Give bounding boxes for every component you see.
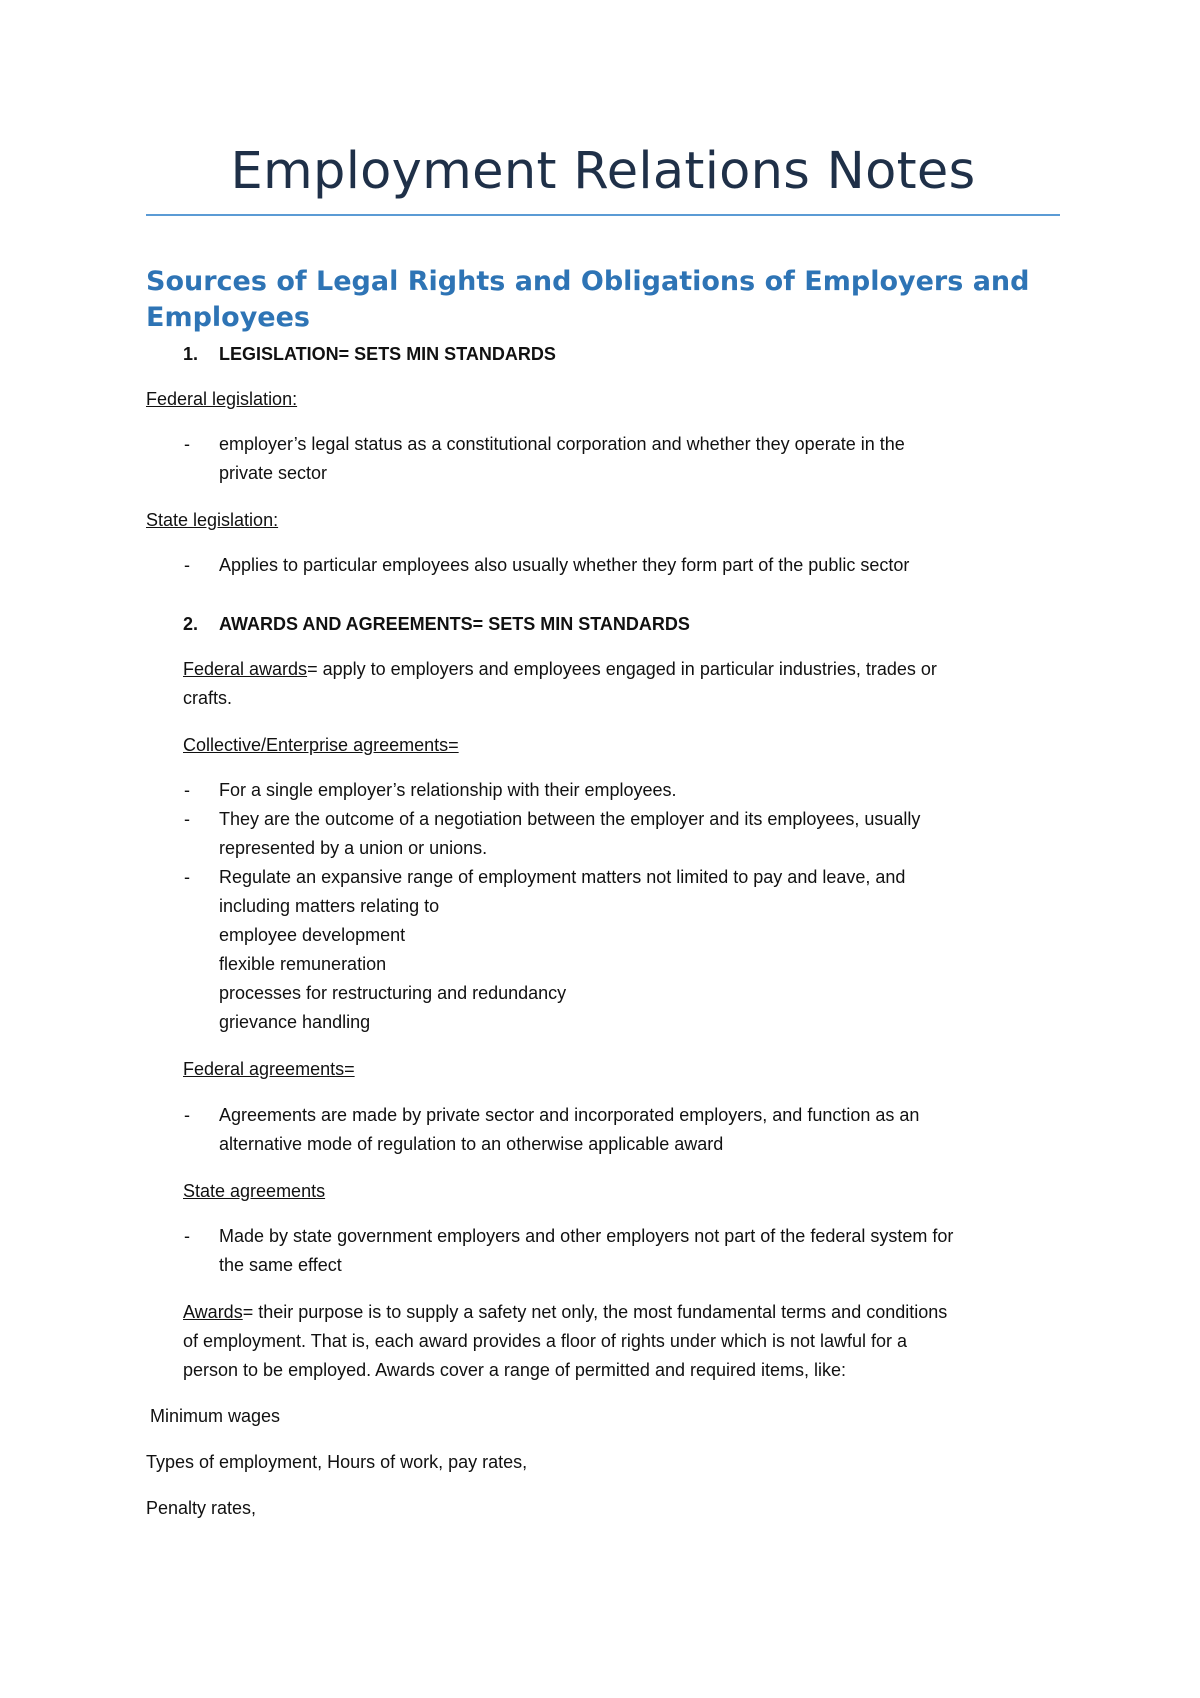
federal-agreements-bullet: Agreements are made by private sector and incorporated employers, and function as an [219,1105,920,1125]
state-legislation-bullet: Applies to particular employees also usually whether they form part of the public sector [219,555,910,575]
bullet-dash: - [184,867,190,887]
collective-bullet-2-cont: represented by a union or unions. [219,838,488,858]
state-agreements-bullet: Made by state government employers and other employers not part of the federal system for [219,1226,954,1246]
collective-bullet-1: For a single employer’s relationship with their employees. [219,780,677,800]
bullet-dash: - [184,434,190,454]
collective-bullet-2: They are the outcome of a negotiation between the employer and its employees, usually [219,809,921,829]
collective-item-grievance: grievance handling [219,1012,371,1032]
awards-text: = their purpose is to supply a safety net only, the most fundamental terms and conditions [242,1302,948,1322]
section2-number: 2. [183,614,199,634]
collective-agreements-label: Collective/Enterprise agreements= [183,735,459,755]
bullet-dash: - [184,555,190,575]
state-legislation-label: State legislation: [146,510,279,530]
federal-awards-text-cont: crafts. [183,688,233,708]
federal-awards-text: = apply to employers and employees engaged in particular industries, trades or [307,659,937,679]
document-title: Employment Relations Notes [230,142,976,201]
federal-legislation-bullet: employer’s legal status as a constitutional corporation and whether they operate in the [219,434,905,454]
collective-bullet-3-cont: including matters relating to [219,896,440,916]
item-penalty-rates: Penalty rates, [146,1498,257,1518]
item-types-of-employment: Types of employment, Hours of work, pay rates, [146,1452,528,1472]
bullet-dash: - [184,780,190,800]
title-underline [146,214,1060,216]
collective-bullet-3: Regulate an expansive range of employment matters not limited to pay and leave, and [219,867,906,887]
item-minimum-wages: Minimum wages [150,1406,281,1426]
section-heading: Sources of Legal Rights and Obligations of Employers and Employees [146,266,1030,333]
section1-label: LEGISLATION= SETS MIN STANDARDS [219,344,556,364]
section1-number: 1. [183,344,199,364]
federal-legislation-label: Federal legislation: [146,389,298,409]
federal-agreements-label: Federal agreements= [183,1059,355,1079]
state-agreements-label: State agreements [183,1181,326,1201]
state-agreements-bullet-cont: the same effect [219,1255,342,1275]
collective-item-flexible-remuneration: flexible remuneration [219,954,387,974]
collective-item-employee-development: employee development [219,925,406,945]
awards-label: Awards [183,1302,243,1322]
federal-agreements-bullet-cont: alternative mode of regulation to an otherwise applicable award [219,1134,724,1154]
awards-text-cont-1: of employment. That is, each award provides a floor of rights under which is not lawful for a [183,1331,908,1351]
federal-awards-paragraph [183,658,937,680]
bullet-dash: - [184,809,190,829]
section2-label: AWARDS AND AGREEMENTS= SETS MIN STANDARDS [219,614,690,634]
awards-text-cont-2: person to be employed. Awards cover a range of permitted and required items, like: [183,1360,847,1380]
federal-awards-label: Federal awards [183,659,308,679]
bullet-dash: - [184,1105,190,1125]
collective-item-restructuring: processes for restructuring and redundancy [219,983,567,1003]
federal-legislation-bullet-cont: private sector [219,463,328,483]
awards-paragraph [183,1301,947,1323]
bullet-dash: - [184,1226,190,1246]
